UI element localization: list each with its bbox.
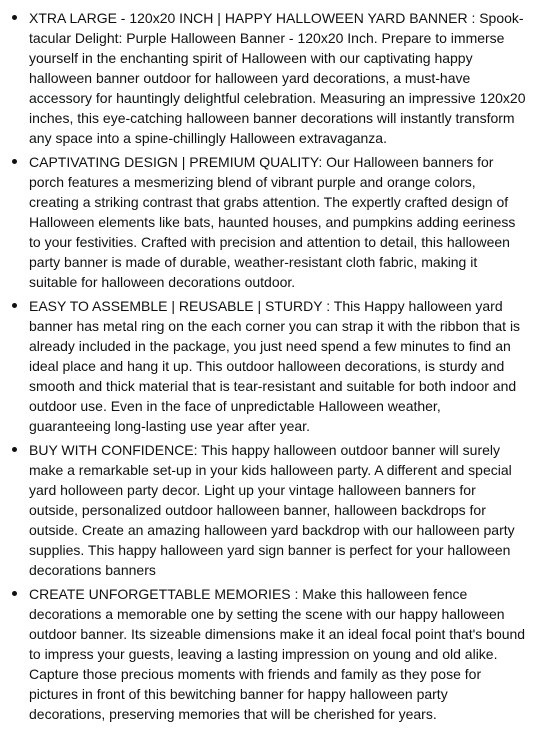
feature-bullet-text: XTRA LARGE - 120x20 INCH | HAPPY HALLOWEEN YARD BANNER : Spook-tacular Delight: Purple Halloween Banner - 120x20 Inch. Prepare to immerse yourself in the enchanting spirit of Halloween with our captivating happy halloween banner outdoor for halloween yard decorations, a must-have accessory for hauntingly delightful celebration. Measuring an impressive 120x20 inches, this eye-catching halloween banner decorations will instantly transform any space into a spine-chillingly Halloween extravaganza. bbox=[29, 10, 526, 146]
bullet-dot-icon bbox=[12, 303, 17, 308]
feature-bullet-text: CREATE UNFORGETTABLE MEMORIES : Make this halloween fence decorations a memorable one by setting the scene with our happy halloween outdoor banner. Its sizeable dimensions make it an ideal focal point that's bound to impress your guests, leaving a lasting impression on young and old alike. Capture those precious moments with friends and family as they pose for pictures in front of this bewitching banner for happy halloween party decorations, preserving memories that will be cherished for years. bbox=[29, 586, 526, 722]
bullet-dot-icon bbox=[12, 591, 17, 596]
feature-bullet-text: EASY TO ASSEMBLE | REUSABLE | STURDY : This Happy halloween yard banner has metal ring on the each corner you can strap it with the ribbon that is already included in the package, you just need spend a few minutes to find an ideal place and hang it up. This outdoor halloween decorations, is sturdy and smooth and thick material that is tear-resistant and suitable for both indoor and outdoor use. Even in the face of unpredictable Halloween weather, guaranteeing long-lasting use year after year. bbox=[29, 298, 521, 434]
feature-bullet-size bbox=[29, 8, 526, 148]
feature-bullet-confidence bbox=[29, 440, 526, 580]
feature-bullet-text: BUY WITH CONFIDENCE: This happy halloween outdoor banner will surely make a remarkable set-up in your kids halloween party. A different and special yard holloween party decor. Light up your vintage halloween banners for outside, personalized outdoor halloween banner, halloween backdrops for outside. Create an amazing halloween yard backdrop with our halloween party supplies. This happy halloween yard sign banner is perfect for your halloween decorations banners bbox=[29, 442, 515, 578]
feature-bullet-design bbox=[29, 152, 526, 292]
bullet-dot-icon bbox=[12, 159, 17, 164]
bullet-dot-icon bbox=[12, 15, 17, 20]
bullet-dot-icon bbox=[12, 447, 17, 452]
feature-bullet-memories bbox=[29, 584, 526, 724]
feature-bullet-assembly bbox=[29, 296, 526, 436]
feature-bullet-text: CAPTIVATING DESIGN | PREMIUM QUALITY: Our Halloween banners for porch features a mesmerizing blend of vibrant purple and orange colors, creating a striking contrast that grabs attention. The expertly crafted design of Halloween elements like bats, haunted houses, and pumpkins adding eeriness to your festivities. Crafted with precision and attention to detail, this halloween party banner is made of durable, weather-resistant cloth fabric, making it suitable for halloween decorations outdoor. bbox=[29, 154, 516, 290]
